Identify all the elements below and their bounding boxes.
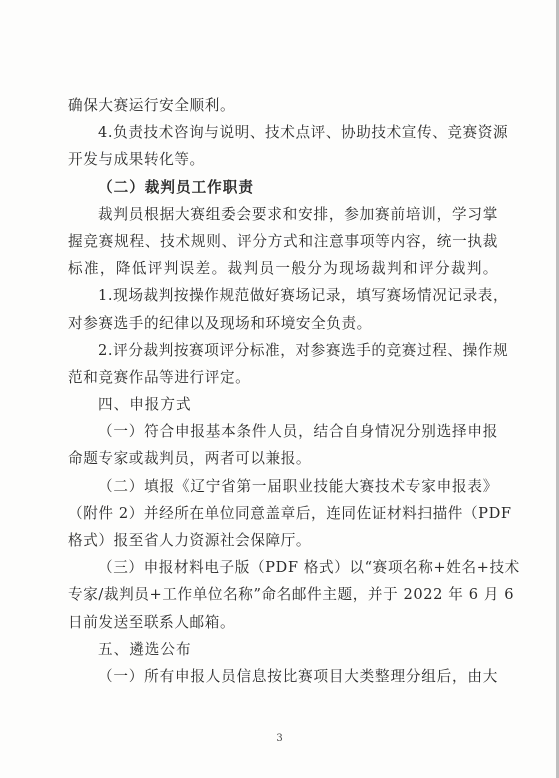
text-line: 标准，降低评判误差。裁判员一般分为现场裁判和评分裁判。 [68, 260, 498, 278]
text-line: 握竞赛规程、技术规则、评分方式和注意事项等内容，统一执裁 [68, 232, 498, 250]
text-line: 确保大赛运行安全顺利。 [68, 97, 236, 114]
text-line: 日前发送至联系人邮箱。 [68, 613, 236, 631]
text-line: 4.负责技术咨询与说明、技术点评、协助技术宣传、竞赛资源 [98, 124, 509, 142]
section-heading: 五、遴选公布 [98, 640, 192, 658]
section-subheading: （二）裁判员工作职责 [98, 178, 254, 196]
text-line: 裁判员根据大赛组委会要求和安排，参加赛前培训，学习掌 [98, 205, 498, 223]
text-line: 1.现场裁判按操作规范做好赛场记录，填写赛场情况记录表， [98, 287, 509, 305]
section-heading: 四、申报方式 [98, 396, 192, 414]
text-line: 范和竞赛作品等进行评定。 [68, 368, 251, 386]
document-body [68, 92, 520, 690]
text-line: （附件 2）并经所在单位同意盖章后，连同佐证材料扫描件（PDF [68, 504, 512, 522]
text-line: （一）所有申报人员信息按比赛项目大类整理分组后，由大 [98, 667, 498, 685]
text-line: 对参赛选手的纪律以及现场和环境安全负责。 [68, 314, 372, 332]
text-line: （一）符合申报基本条件人员，结合自身情况分别选择申报 [98, 423, 498, 441]
text-line: 格式）报至省人力资源社会保障厅。 [68, 532, 312, 549]
text-line: 命题专家或裁判员，两者可以兼报。 [68, 450, 312, 468]
text-line: （二）填报《辽宁省第一届职业技能大赛技术专家申报表》 [98, 477, 498, 495]
text-line: 开发与成果转化等。 [68, 151, 205, 169]
text-line: 2.评分裁判按赛项评分标准，对参赛选手的竞赛过程、操作规 [98, 341, 509, 359]
text-line: （三）申报材料电子版（PDF 格式）以“赛项名称+姓名+技术 [98, 559, 520, 577]
text-line: 专家/裁判员+工作单位名称”命名邮件主题，并于 2022 年 6 月 6 [68, 586, 515, 604]
page-number: 3 [276, 733, 283, 744]
